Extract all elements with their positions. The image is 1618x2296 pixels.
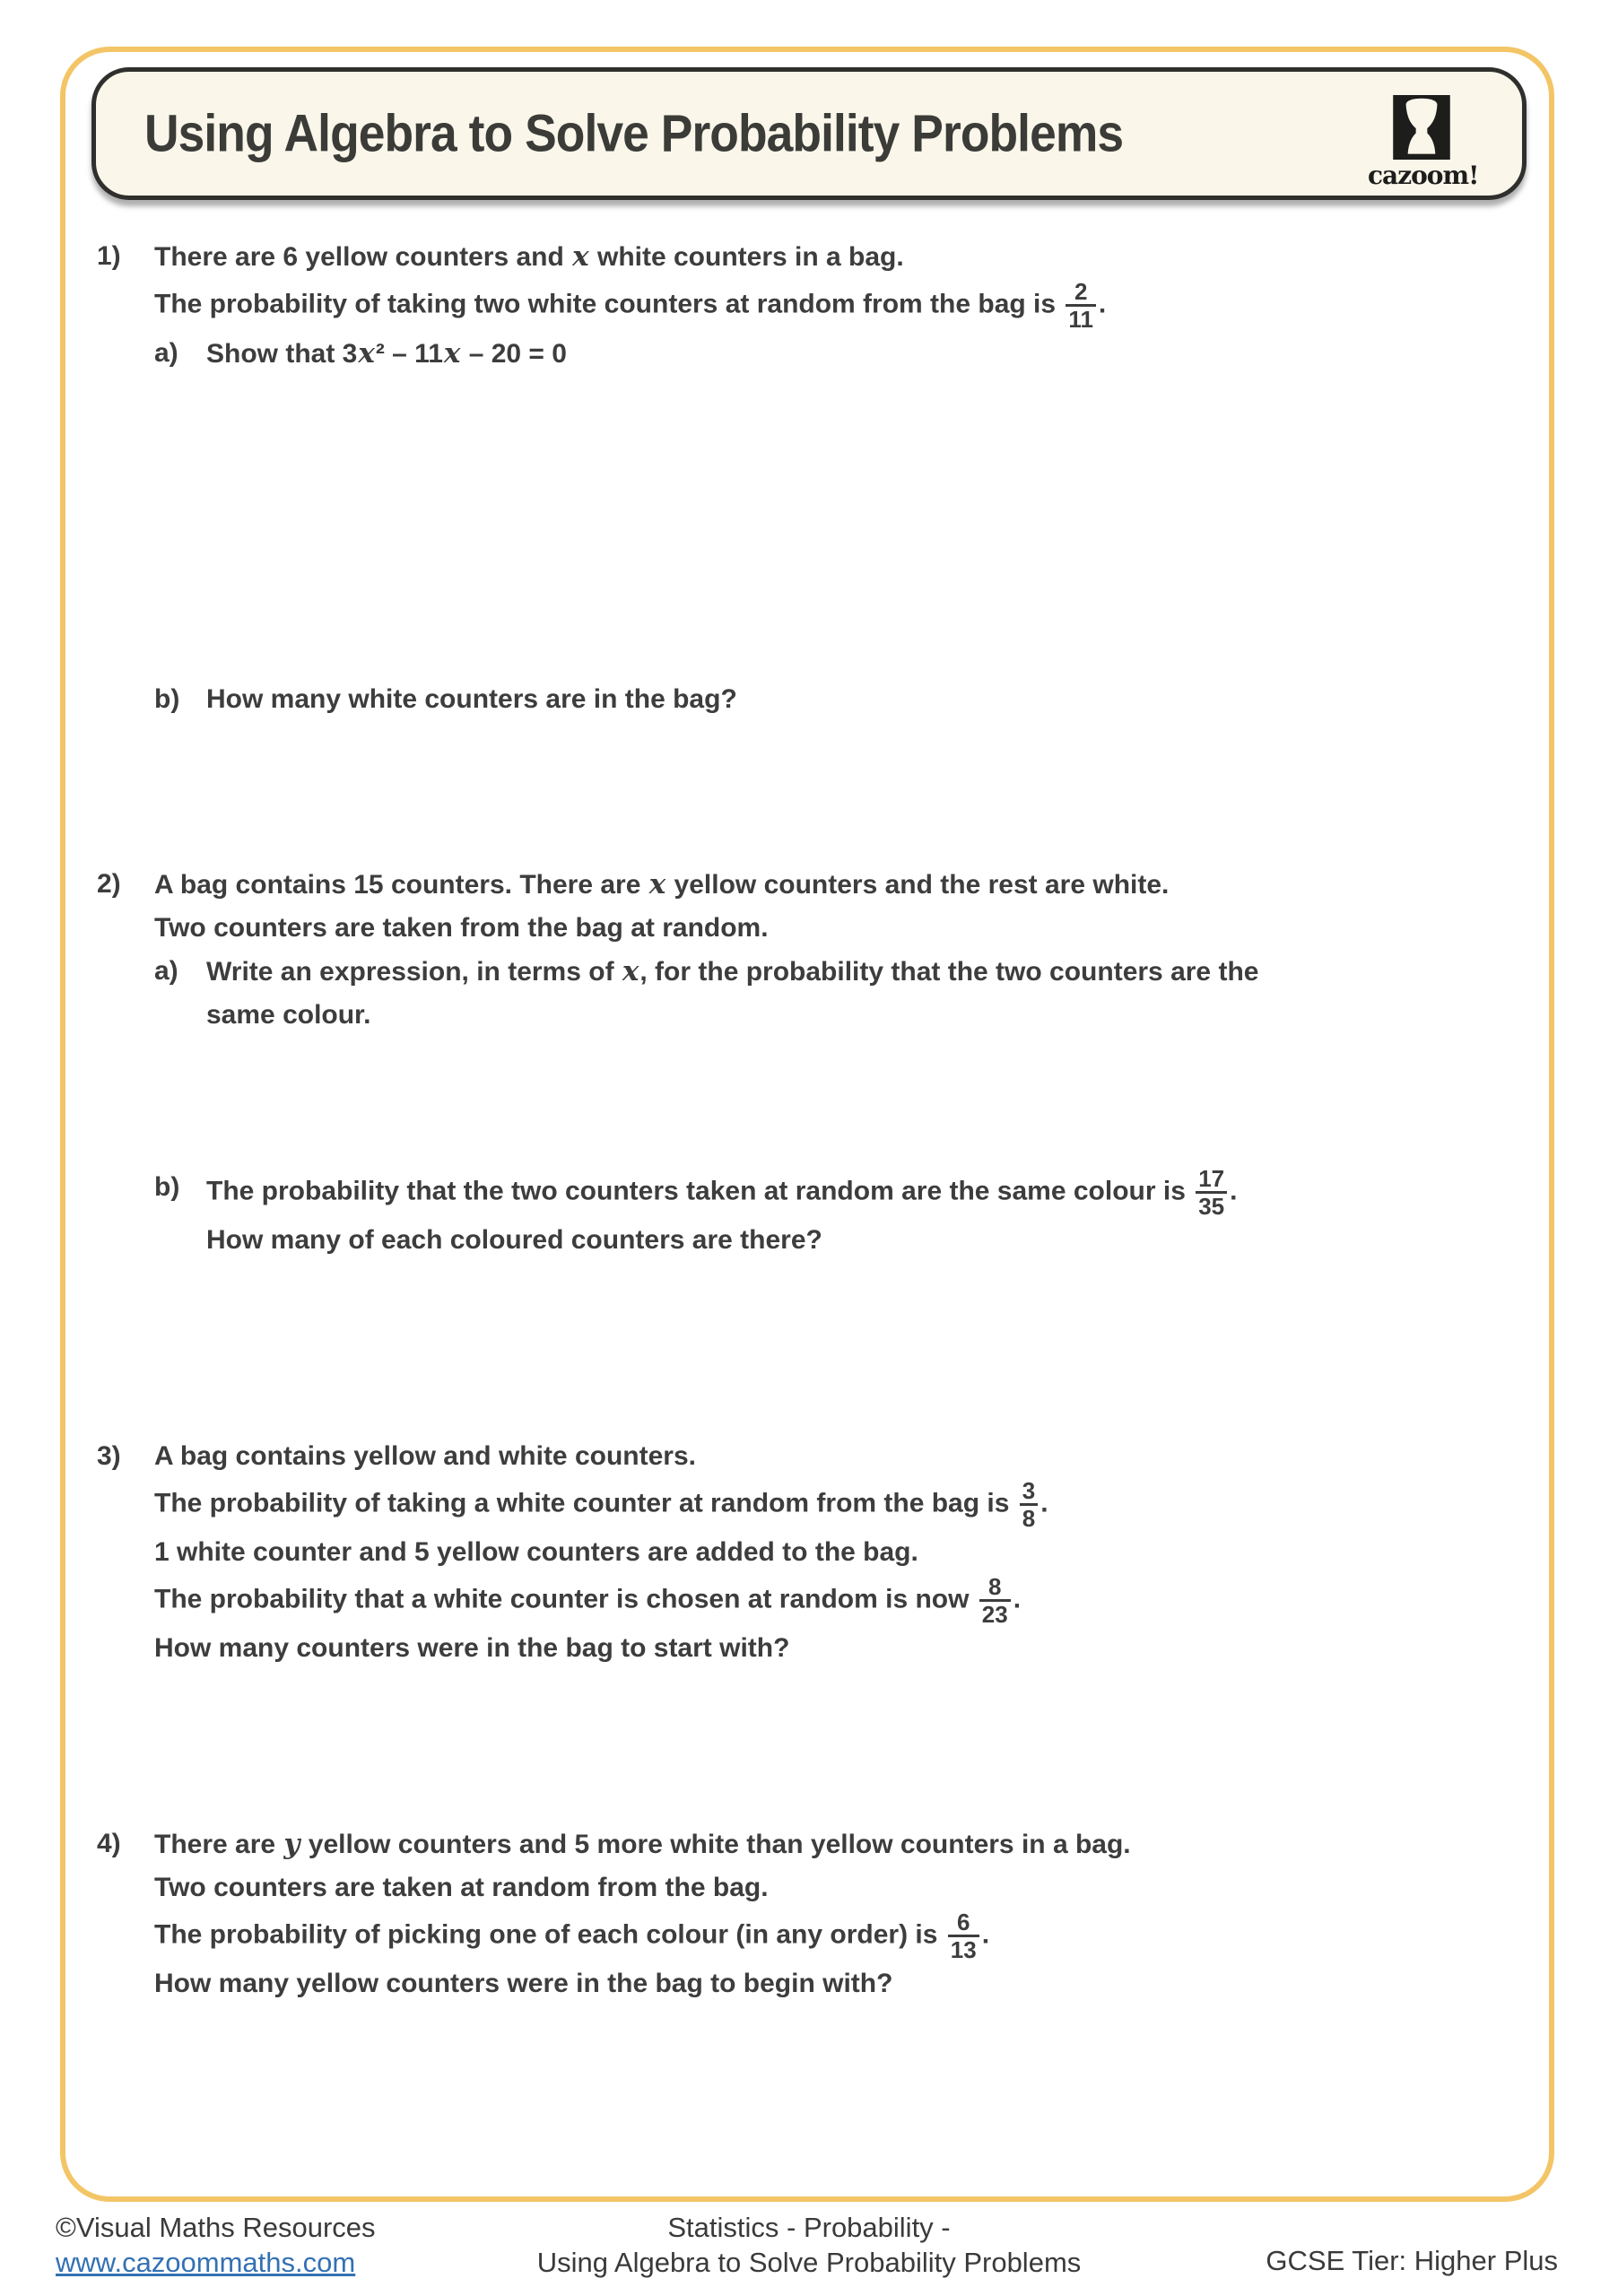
question-4-line-3: The probability of picking one of each colour (in any order) is $\frac{6}{13}$ .: [154, 1909, 990, 1963]
math-variable: x: [648, 868, 666, 900]
fraction-numerator: 2: [1074, 278, 1088, 305]
question-3-line-2: The probability of taking a white counter at random from the bag is $\frac{3}{8}$ .: [154, 1477, 1048, 1532]
part-a-label: a): [154, 956, 178, 986]
part-b-text: How many white counters are in the bag?: [206, 684, 737, 714]
page-title: Using Algebra to Solve Probability Problems: [144, 104, 1124, 163]
worksheet-header: [91, 67, 1527, 200]
part-b-label: b): [154, 684, 180, 714]
question-3-line-1: A bag contains yellow and white counters.: [154, 1441, 696, 1471]
question-2-number: 2): [97, 869, 121, 899]
question-3-line-4: The probability that a white counter is chosen at random is now $\frac{8}{23}$ .: [154, 1573, 1022, 1628]
part-b-text-line-1: The probability that the two counters taken at random are the same colour is $\frac{17}{35}$ .: [206, 1165, 1238, 1220]
part-a-label: a): [154, 338, 178, 368]
question-3-line-3: 1 white counter and 5 yellow counters are added to the bag.: [154, 1537, 918, 1567]
drum-icon: [1393, 95, 1450, 160]
question-1-line-2: The probability of taking two white counters at random from the bag is $\frac{2}{11}$ .: [154, 278, 1107, 333]
math-variable: x: [443, 337, 461, 370]
fraction-numerator: 3: [1022, 1477, 1036, 1504]
math-variable: x: [572, 240, 589, 273]
fraction-denominator: 8: [1020, 1503, 1038, 1531]
part-a-text-line-2: same colour.: [206, 1000, 371, 1030]
math-variable: x: [622, 955, 639, 987]
footer-tier: GCSE Tier: Higher Plus: [1266, 2245, 1558, 2276]
question-3: [97, 1435, 1048, 1670]
question-4-line-2: Two counters are taken at random from the bag.: [154, 1873, 769, 1902]
question-2-line-2: Two counters are taken from the bag at random.: [154, 913, 769, 943]
footer-website-link[interactable]: www.cazoommaths.com: [56, 2247, 356, 2278]
question-2-part-a: [154, 950, 1258, 1037]
fraction: [979, 1574, 1011, 1627]
fraction-numerator: 17: [1198, 1165, 1225, 1192]
fraction-numerator: 8: [988, 1573, 1002, 1600]
math-variable: y: [283, 1828, 300, 1860]
fraction-numerator: 6: [956, 1909, 970, 1935]
question-3-line-5: How many counters were in the bag to start with?: [154, 1633, 790, 1663]
fraction-denominator: 13: [948, 1935, 979, 1962]
part-b-label: b): [154, 1172, 180, 1202]
footer-category-line-1: Statistics - Probability -: [667, 2212, 951, 2243]
part-b-text-line-2: How many of each coloured counters are there?: [206, 1225, 822, 1255]
fraction-denominator: 35: [1196, 1191, 1227, 1219]
question-1: [97, 235, 1106, 376]
footer-category: [405, 2210, 1213, 2280]
question-4: [97, 1822, 1131, 2005]
question-2: [97, 863, 1258, 1037]
fraction-denominator: 23: [979, 1599, 1011, 1627]
question-1-part-b: [154, 678, 737, 721]
footer-copyright: ©Visual Maths Resources: [56, 2212, 376, 2243]
question-4-line-1: There are y yellow counters and 5 more white than yellow counters in a bag.: [154, 1828, 1131, 1860]
cazoom-logo-text: cazoom!: [1368, 161, 1479, 190]
fraction: [948, 1909, 979, 1962]
part-a-text-line-1: Write an expression, in terms of x, for the probability that the two counters are the: [206, 955, 1259, 987]
fraction: [1020, 1478, 1038, 1531]
question-2-part-b: [154, 1166, 1237, 1262]
question-1-part-a: [154, 332, 1106, 376]
part-a-text: Show that 3x² – 11x – 20 = 0: [206, 337, 567, 370]
fraction: [1066, 279, 1096, 332]
question-2-line-1: A bag contains 15 counters. There are x yellow counters and the rest are white.: [154, 868, 1170, 900]
fraction-denominator: 11: [1066, 304, 1096, 332]
question-1-line-1: There are 6 yellow counters and x white counters in a bag.: [154, 240, 904, 273]
question-4-number: 4): [97, 1829, 121, 1858]
footer-category-line-2: Using Algebra to Solve Probability Problems: [536, 2247, 1082, 2278]
math-variable: x: [358, 337, 375, 370]
cazoom-logo: [1368, 95, 1479, 190]
question-1-number: 1): [97, 241, 121, 271]
question-3-number: 3): [97, 1441, 121, 1471]
footer-left: [56, 2210, 376, 2280]
fraction: [1196, 1166, 1227, 1219]
question-4-line-4: How many yellow counters were in the bag to begin with?: [154, 1969, 893, 1998]
